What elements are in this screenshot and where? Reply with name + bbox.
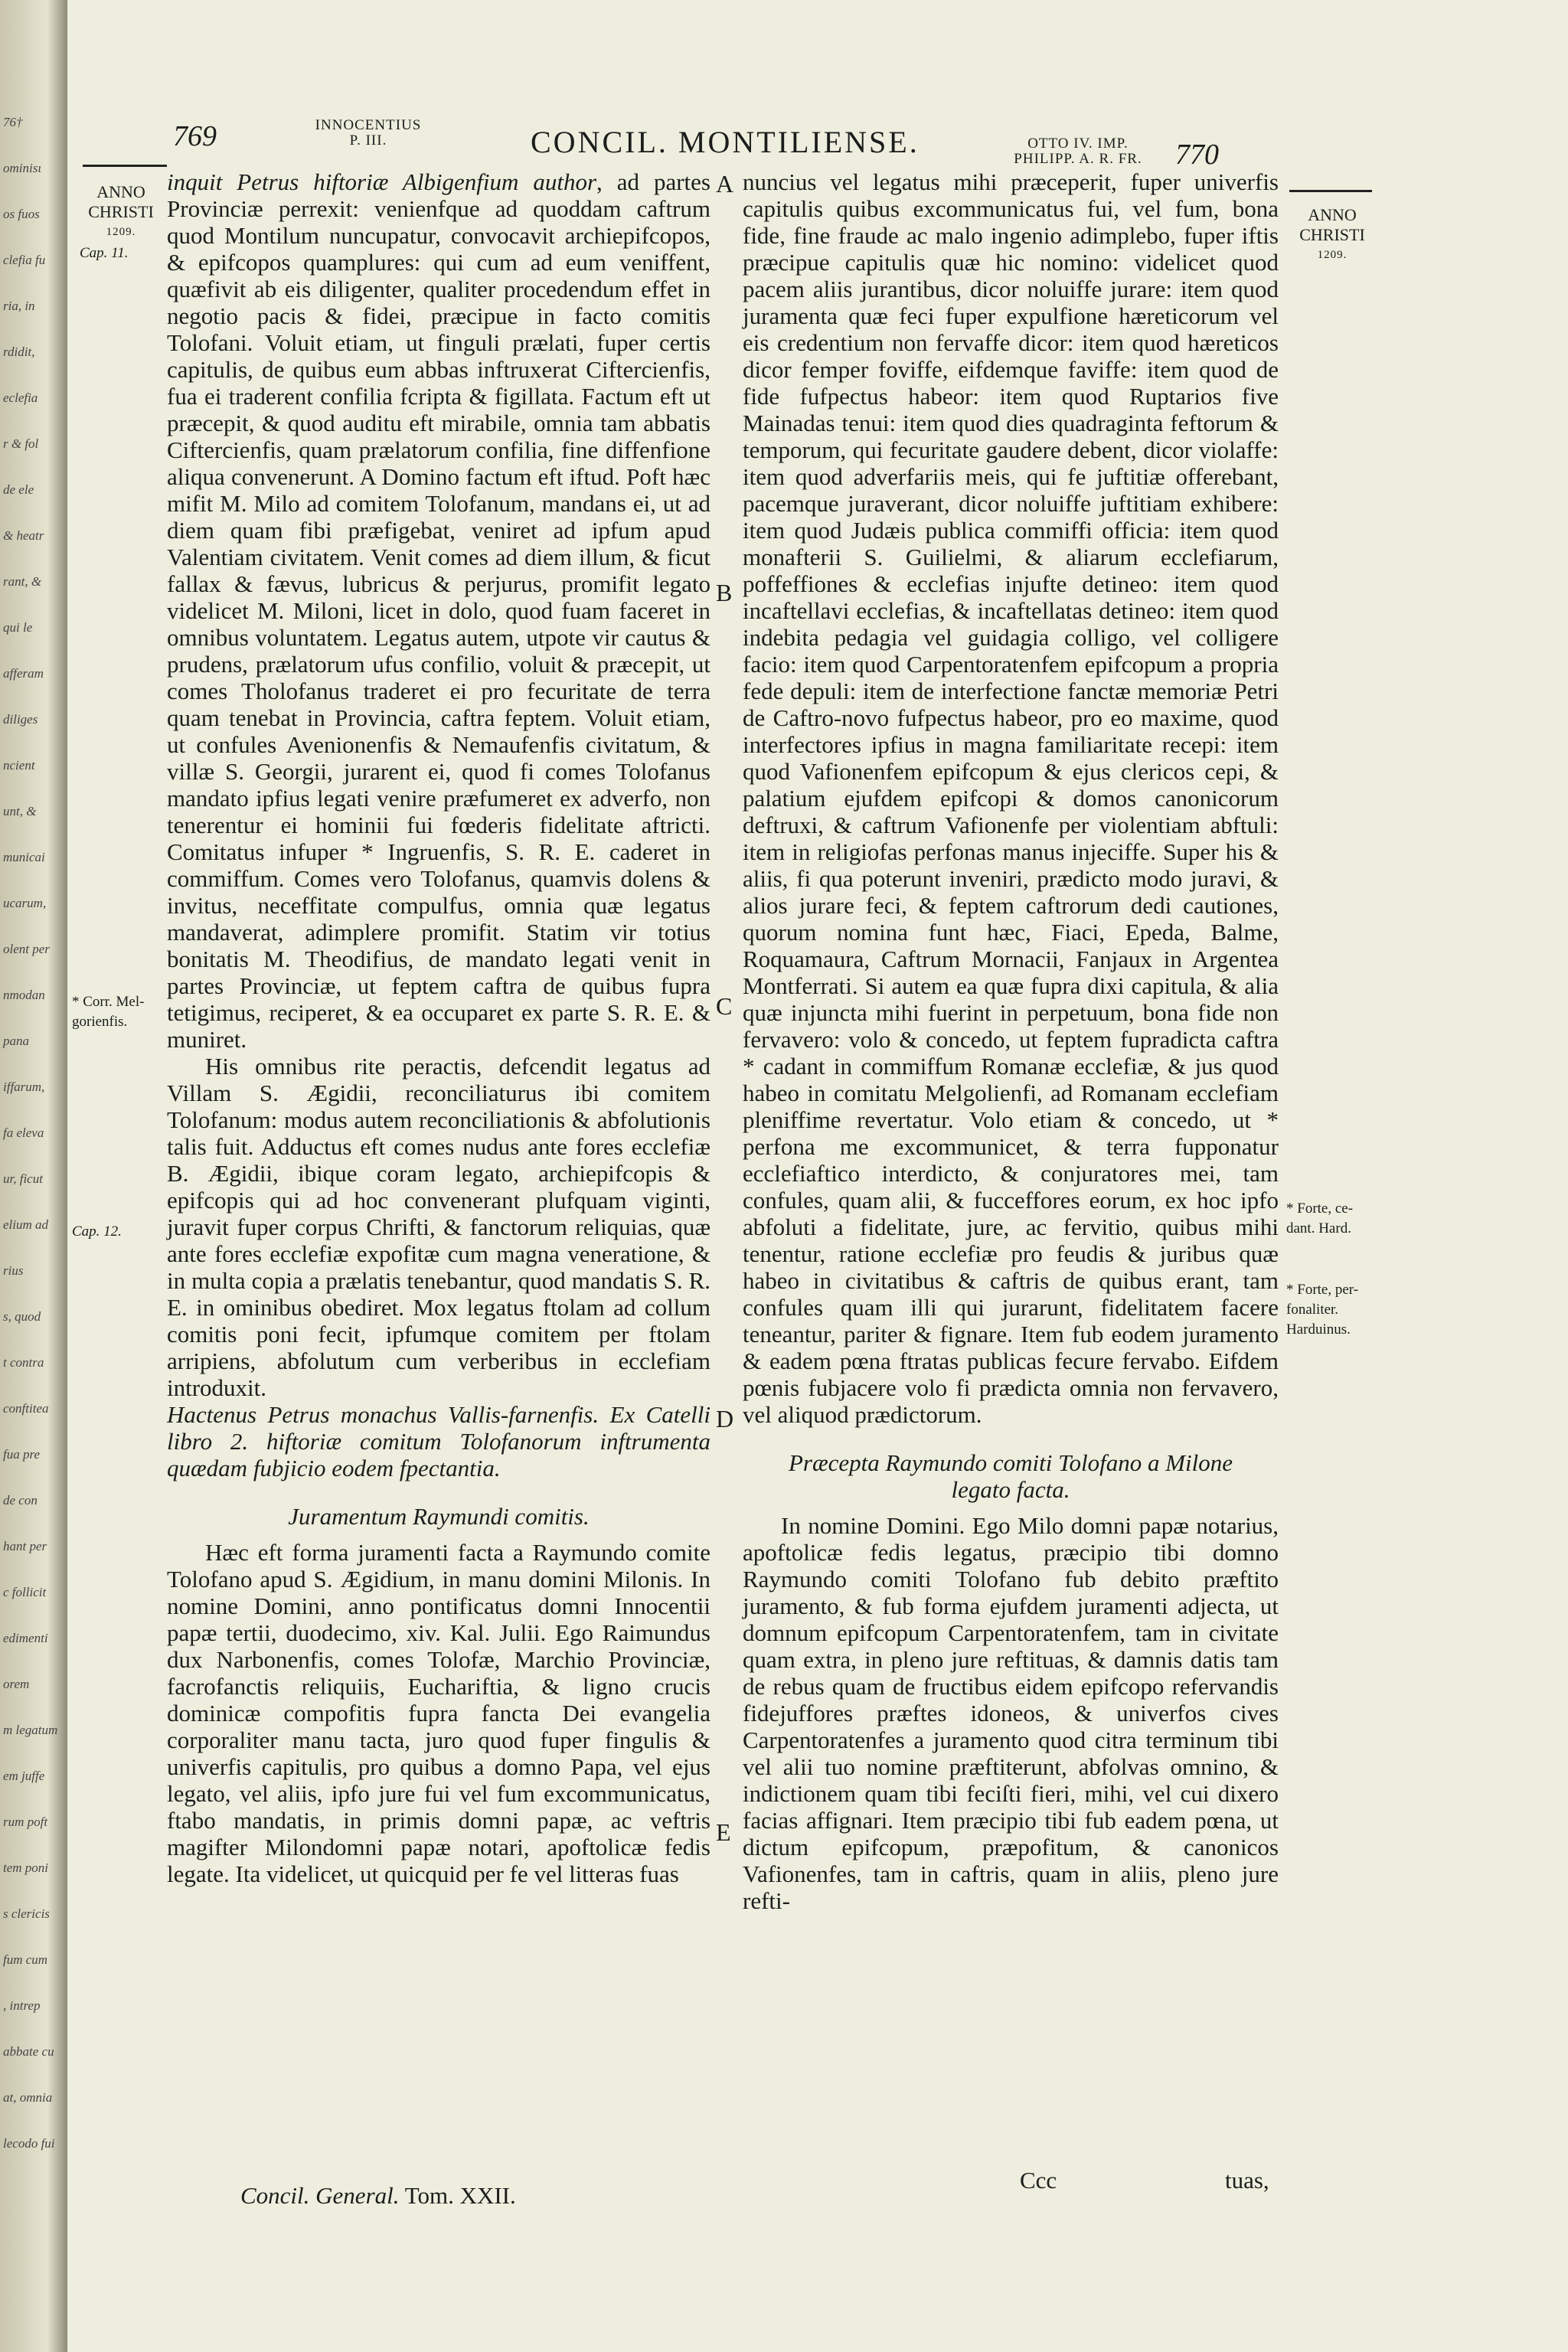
paragraph: nuncius vel legatus mihi præceperit, fuper univerfis capitulis quibus excommunicatus fui, vel fum, bona fide, fine fraude ac malo ingenio adimplebo, fuper iftis præcipue capitulis quæ hic nomino: videlicet quod pacem aliis jurantibus, dicor noluiffe jurare: item quod juramenta quæ feci fuper expulfione hæreticorum vel eis credentium non fervaffe dicor: item quod hæreticos dicor femper foviffe, eifdemque faviffe: item quod de fide fufpectus habeor: item quod Ruptarios five Mainadas tenui: item quod dies quadraginta feftorum & temporum, qui fecuritate gaudere debent, dicor violaffe: item quod adverfariis meis, qui fe juftitiæ offerebant, pacemque juraverant, dicor noluiffe juftitiam exhibere: item quod Judæis publica commiffi officia: item quod monafterii S. Guilielmi, & aliarum ecclefiarum, poffeffiones & ecclefias injufte detineo: item quod incaftellavi ecclefias, & incaftellatas detineo: item quod indebita pedagia vel guidagia colligo, vel colligere facio: item quod Carpentoratenfem epifcopum a propria fede depuli: item de interfectione fanctæ memoriæ Petri de Caftro-novo fufpectus habeor, pro eo maxime, quod interfectores ipfius in magna familiaritate recepi: item quod Vafionenfem epifcopum & ejus clericos cepi, & palatium ejufdem epifcopi & domos canonicorum deftruxi, & caftrum Vafionenfe per violentiam abftuli: item in religiofas perfonas manus injeciffe. Super his & aliis, fi qua poterunt inveniri, prædicto modo juravi, & alios jurare feci, & feptem caftrorum dedi cautiones, quorum nomina funt hæc, Fiaci, Epeda, Balme, Roquamaura, Caftrum Mornacii, Fanjaux in Argentea Montferrati. Si autem ea quæ fupra dixi capitula, & alia quæ injuncta mihi fuerint in perpetuum, bona fide non fervavero: volo & concedo, ut feptem fupradicta caftra * cadant in commiffum Romanæ ecclefiæ, & jus quod habeo in comitatu Melgolienfi, ad Romanam ecclefiam pleniffime revertatur. Volo etiam & concedo, ut * perfona me excommunicet, & terra fupponatur ecclefiaftico interdicto, & conjuratores mei, tam confules, quam alii, & fucceffores eorum, ex hoc ipfo abfoluti a fidelitate, jure, ac fervitio, quibus mihi tenentur, ratione ecclefiæ pro feudis & juribus quæ habeo in civitatibus & caftris de quibus erant, tam confules quam illi qui jurarunt, fidelitatem facere teneantur, pariter & fignare. Item fub eodem juramento & eadem pœna ftratas publicas fecure fervabo. Eifdem pœnis fubjacere volo fi prædicta omnia non fervavero, vel aliquod prædictorum. [743, 168, 1279, 1428]
section-heading: Præcepta Raymundo comiti Tolofano a Milone [788, 1449, 1233, 1476]
previous-page-fragment: orem [3, 1677, 30, 1691]
author-citation: inquit Petrus hiftoriæ Albigenfium author [167, 168, 597, 195]
previous-page-fragment: s, quod [3, 1309, 41, 1324]
previous-page-fragment: abbate cu [3, 2044, 54, 2059]
note-line: * Forte, ce- [1286, 1200, 1354, 1217]
previous-page-fragment: diliges [3, 712, 38, 727]
paragraph: In nomine Domini. Ego Milo domni papæ notarius, apoftolicæ fedis legatus, præcipio tibi domno Raymundo comiti Tolofano fub debito præftito juramento, & fub forma ejufdem juramenti adjecta, ut domnum epifcopum Carpentoratenfem, tam in civitate quam extra, in pleno jure reftituas, & damnis datis tam de rebus quam de fructibus eidem epifcopo refervandis fidejuffores præftes idoneos, & univerfos cives Carpentoratenfes a juramento quod citra terminum tibi vel alii tuo nomine præftiterunt, abfolvas omnino, & indictionem quam tibi feciſti fieri, mihi, vel cui dixero facias affignari. Item præcipio tibi fub eadem pœna, ut dictum epifcopum, præpofitum, & canonicos Vafionenfes, tam in caftris, quam in aliis, pleno jure refti- [743, 1512, 1279, 1914]
previous-page-fragment: unt, & [3, 804, 37, 818]
previous-page-fragment: afferam [3, 666, 44, 681]
margin-anno: ANNO [96, 182, 145, 201]
previous-page-fragment: em juffe [3, 1769, 45, 1783]
section-letter-c: C [716, 992, 733, 1020]
previous-page-fragment: ominisι [3, 161, 42, 175]
note-line: Harduinus. [1286, 1321, 1351, 1338]
previous-page-fragment: c follicit [3, 1585, 47, 1599]
previous-page-fragment: qui le [3, 620, 33, 635]
margin-year-right [1286, 205, 1378, 265]
margin-christi: CHRISTI [1299, 225, 1365, 244]
previous-page-fragment: fua pre [3, 1447, 41, 1462]
previous-page-fragment: clefia fu [3, 253, 46, 267]
previous-page-fragment: os fuos [3, 207, 40, 221]
book-page [67, 0, 1568, 2352]
page-title: CONCIL. MONTILIENSE. [531, 125, 920, 159]
left-page-number: 769 [173, 120, 217, 152]
right-page-number: 770 [1175, 139, 1219, 171]
section-letter-d: D [716, 1405, 734, 1432]
section-heading-line-2: legato facta. [951, 1476, 1070, 1503]
section-letter-b: B [716, 579, 733, 606]
margin-year: 1209. [106, 226, 136, 238]
footer-signature: Ccc [1020, 2167, 1057, 2194]
previous-page-fragment: ncient [3, 758, 35, 773]
previous-page-fragment: s clericis [3, 1906, 50, 1921]
note-line: gorienfis. [72, 1014, 128, 1030]
previous-page-fragment: eclefia [3, 390, 38, 405]
footer-source-title: Concil. General. [240, 2182, 400, 2209]
running-head-line: OTTO IV. IMP. [1027, 136, 1129, 152]
previous-page-fragment: edimenti [3, 1631, 48, 1645]
previous-page-fragment: tem poni [3, 1860, 49, 1875]
section-letter-e: E [716, 1818, 731, 1846]
previous-page-fragment: t contra [3, 1355, 44, 1370]
right-text-column [743, 168, 1279, 1914]
margin-correction-note [72, 992, 170, 1032]
previous-page-fragment: municai [3, 850, 45, 864]
margin-forte-note-1 [1286, 1199, 1378, 1239]
previous-page-fragment: nmodan [3, 988, 45, 1002]
previous-page-fragment: de con [3, 1493, 38, 1508]
previous-page-fragment: , intrep [3, 1998, 41, 2013]
previous-page-fragment: rdidit, [3, 345, 35, 359]
footer-tome: Tom. XXII. [404, 2182, 516, 2209]
paragraph: Hæc eft forma juramenti facta a Raymundo comite Tolofano apud S. Ægidium, in manu domini Milonis. In nomine Domini, anno pontificatus domni Innocentii papæ tertii, duodecimo, xiv. Kal. Julii. Ego Raimundus dux Narbonenfis, comes Tolofæ, Marchio Provinciæ, facrofanctis reliquiis, Euchariftia, & ligno crucis dominicæ compofitis fupra fancta Dei evangelia corporaliter manu tacta, juro quod fuper fingulis & univerfis capitulis, pro quibus a domno Papa, vel ejus legato, vel aliis, ipfo jure fui vel fum excommunicatus, ftabo mandatis, in primis domni papæ, ac veftris magifter Milondomni papæ notari, apoftolicæ fedis legate. Ita videlicet, ut quicquid per fe vel litteras fuas [167, 1539, 710, 1887]
left-text-column [167, 168, 710, 1887]
note-line: * Corr. Mel- [72, 994, 145, 1010]
paragraph-text: , ad partes Provinciæ perrexit: venienfque ad quoddam caftrum quod Montilum nuncupatur, convocavit archiepifcopos, & epifcopos quamplures: qui cum ad eum veniffent, quæfivit ab eis diligenter, qualiter procedendum effet in negotio pacis & fidei, præcipue in facto comitis Tolofani. Voluit etiam, ut finguli prælati, fuper certis capitulis, de quibus eum abbas inftruxerat Ciftercienfis, fua ei traderent confilia fcripta & figillata. Factum eft ut præcepit, & quod auditu eft mirabile, omnia tam abbatis Ciftercienfis, quam prælatorum confilia, fine diffenfione aliqua convenerunt. A Domino factum eft iftud. Poft hæc mifit M. Milo ad comitem Tolofanum, mandans ei, ut ad diem quam fibi præfigebat, veniret ad ipfum apud Valentiam civitatem. Venit comes ad diem illum, & ficut fallax & fævus, lubricus & perjurus, promifit legato videlicet M. Miloni, licet in dolo, quod fuam faceret in omnibus voluntatem. Legatus autem, utpote vir cautus & prudens, prælatorum ufus confilio, voluit & præcepit, ut comes Tholofanus traderet ei pro fecuritate de terra quam tenebat in Provincia, caftra feptem. Voluit etiam, ut confules Avenionenfis & Nemaufenfis civitatum, & villæ S. Georgii, jurarent ei, quod fi comes Tolofanus mandato ipfius legati venire præfumeret ex adverfo, non tenerentur ei hominii fui fœderis fidelitate aftricti. Comitatus infuper * Ingruenfis, S. R. E. caderet in commiffum. Comes vero Tolofanus, quamvis dolens & invitus, neceffitate compulfus, omnia quæ legatus mandaverat, adimplere promifit. Statim vir totius bonitatis M. Theodifius, de mandato legati venit in partes Provinciæ, ut feptem caftra de quibus fupra tetigimus, reciperet, & ea occuparet ex parte S. R. E. & muniret. [167, 168, 710, 1053]
previous-page-fragment: pana [3, 1034, 29, 1048]
margin-christi: CHRISTI [88, 202, 154, 221]
margin-chapter-12: Cap. 12. [72, 1223, 122, 1240]
previous-page-edge [0, 0, 67, 2352]
paragraph: His omnibus rite peractis, defcendit legatus ad Villam S. Ægidii, reconciliaturus ibi comitem Tolofanum: modus autem reconciliationis & abfolutionis talis fuit. Adductus eft comes nudus ante fores ecclefiæ B. Ægidii, ibique coram legato, archiepifcopis & epifcopis qui ad hoc convenerant plufquam viginti, juravit fuper corpus Chrifti, & fanctorum reliquias, quæ ante fores ecclefiæ expofitæ cum magna veneratione, & in multa copia a prælatis tenebantur, quod mandatis S. R. E. in ominibus obediret. Mox legatus ftolam ad collum comitis poni fecit, ipfumque comitem per ftolam arripiens, abfolutum cum verberibus in ecclefiam introduxit. [167, 1053, 710, 1401]
note-line: fonaliter. [1286, 1302, 1339, 1318]
previous-page-fragment: rius [3, 1263, 24, 1278]
margin-year: 1209. [1317, 249, 1348, 261]
margin-year-left [75, 182, 167, 242]
previous-page-fragment: fum cum [3, 1952, 48, 1967]
running-head-line: P. III. [349, 132, 387, 149]
previous-page-fragment: at, omnia [3, 2090, 53, 2105]
running-head-line: INNOCENTIUS [315, 117, 422, 133]
margin-rule-left [83, 165, 167, 167]
margin-rule-right [1289, 190, 1372, 192]
previous-page-fragment: rum poft [3, 1815, 48, 1829]
note-line: * Forte, per- [1286, 1282, 1359, 1298]
note-line: dant. Hard. [1286, 1220, 1351, 1236]
running-header [67, 115, 1568, 171]
margin-anno: ANNO [1308, 205, 1357, 224]
previous-page-fragment: conftitea [3, 1401, 49, 1416]
previous-page-fragment: & heatr [3, 528, 44, 543]
previous-page-fragment: de ele [3, 482, 34, 497]
previous-page-fragment: hant per [3, 1539, 47, 1553]
previous-page-fragment: r & fol [3, 436, 39, 451]
running-head-line: PHILIPP. A. R. FR. [1014, 151, 1142, 167]
previous-page-fragment: 76† [3, 115, 23, 129]
footer-source [240, 2182, 516, 2210]
margin-chapter-11: Cap. 11. [80, 245, 129, 261]
source-note: Hactenus Petrus monachus Vallis-farnenfis. Ex Catelli libro 2. hiftoriæ comitum Tolofanorum inftrumenta quædam fubjicio eodem fpectantia. [167, 1401, 710, 1481]
left-running-head [303, 118, 433, 149]
previous-page-fragment: ur, ficut [3, 1171, 43, 1186]
previous-page-fragment: iffarum, [3, 1080, 45, 1094]
right-running-head [990, 136, 1166, 167]
previous-page-fragment: olent per [3, 942, 50, 956]
previous-page-fragment: ria, in [3, 299, 35, 313]
previous-page-fragment: rant, & [3, 574, 42, 589]
section-heading: Juramentum Raymundi comitis. [288, 1503, 590, 1530]
previous-page-fragment: elium ad [3, 1217, 49, 1232]
previous-page-fragment: fa eleva [3, 1125, 44, 1140]
section-letter-a: A [716, 170, 734, 198]
previous-page-fragment: lecodo fui [3, 2136, 55, 2151]
previous-page-fragment: ucarum, [3, 896, 47, 910]
paragraph [167, 168, 710, 1053]
margin-forte-note-2 [1286, 1280, 1378, 1340]
footer-catchword: tuas, [1225, 2167, 1269, 2194]
previous-page-fragment: m legatum [3, 1723, 58, 1737]
